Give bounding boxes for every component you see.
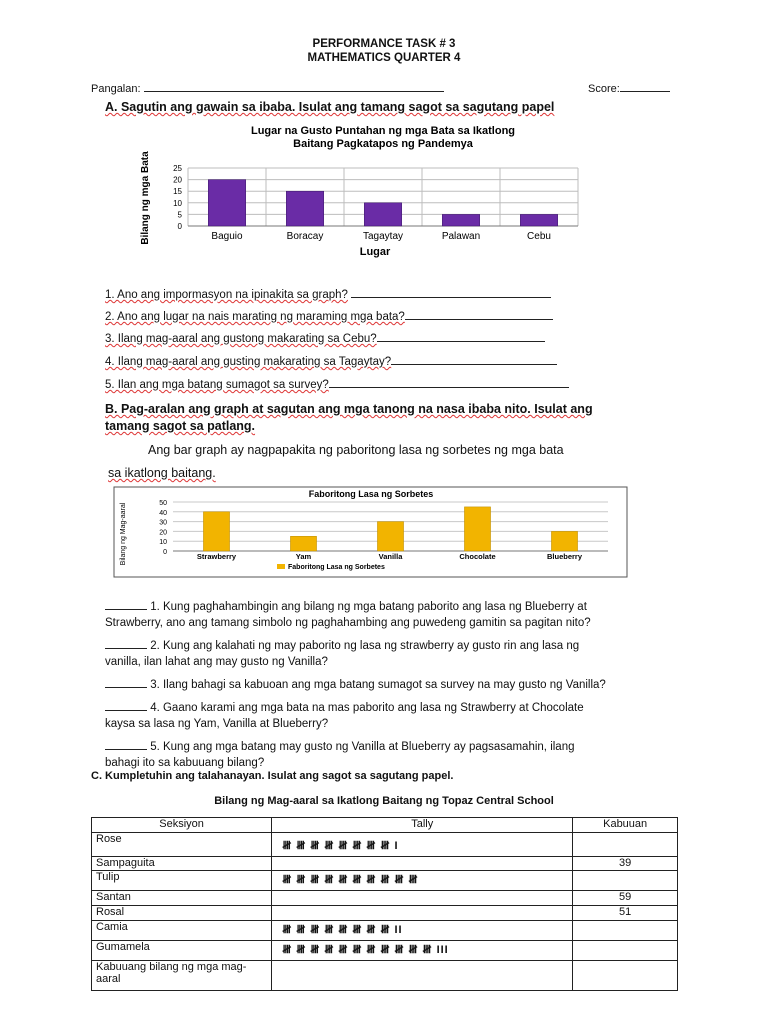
cell-section: Sampaguita — [92, 857, 272, 871]
a-question-2 — [105, 308, 553, 325]
b-question-3-line1: 3. Ilang bahagi sa kabuoan ang mga batang sumagot sa survey na may gusto ng Vanilla? — [150, 679, 606, 691]
cell-tally: 𝍸 𝍸 𝍸 𝍸 𝍸 𝍸 𝍸 𝍸 I — [272, 833, 573, 857]
chart-x-tick-label: Vanilla — [378, 552, 403, 561]
table-row — [92, 961, 678, 991]
cell-section: Tulip — [92, 871, 272, 891]
cell-total — [573, 921, 678, 941]
score-label: Score: — [588, 83, 620, 95]
name-label: Pangalan: — [91, 83, 141, 95]
chart-x-tick-label: Baguio — [211, 231, 243, 242]
b-answer-blank-4 — [105, 699, 147, 711]
cell-total — [573, 871, 678, 891]
a-answer-blank-3 — [377, 330, 545, 342]
chart-y-tick-label: 10 — [173, 198, 182, 208]
b-question-1-line1: 1. Kung paghahambingin ang bilang ng mga batang paborito ang lasa ng Blueberry at — [150, 601, 587, 613]
a-question-1 — [105, 286, 551, 303]
section-b-intro-line2: sa ikatlong baitang. — [108, 466, 216, 480]
chart-bar-blueberry — [551, 531, 577, 551]
chart-x-tick-label: Strawberry — [196, 552, 237, 561]
table-row — [92, 891, 678, 906]
chart-x-tick-label: Cebu — [527, 231, 551, 242]
b-answer-blank-1 — [105, 598, 147, 610]
chart-y-tick-label: 20 — [173, 175, 182, 185]
b-answer-blank-3 — [105, 676, 147, 688]
b-question-4 — [105, 699, 695, 732]
chart-bar-baguio — [208, 180, 245, 226]
chart-x-tick-label: Tagaytay — [362, 231, 404, 242]
chart-places-bars — [208, 180, 557, 242]
cell-section: Santan — [92, 891, 272, 906]
cell-tally: 𝍸 𝍸 𝍸 𝍸 𝍸 𝍸 𝍸 𝍸 𝍸 𝍸 𝍸 III — [272, 941, 573, 961]
chart-flavors-legend-swatch — [277, 564, 285, 569]
cell-total — [573, 941, 678, 961]
col-header-tally: Tally — [272, 818, 573, 833]
chart-bar-palawan — [442, 214, 479, 226]
chart-places — [130, 118, 600, 258]
score-field — [588, 80, 670, 95]
name-field — [91, 80, 444, 95]
col-header-section: Seksiyon — [92, 818, 272, 833]
b-question-4-line2: kaysa sa lasa ng Yam, Vanilla at Blueberry? — [105, 718, 329, 730]
b-question-1-line2: Strawberry, ano ang tamang simbolo ng paghahambing ang puwedeng gamitin sa pagitan nito? — [105, 617, 591, 629]
tally-table — [91, 817, 678, 991]
a-question-5-text: 5. Ilan ang mga batang sumagot sa survey? — [105, 379, 329, 391]
cell-section: Rose — [92, 833, 272, 857]
table-row — [92, 906, 678, 921]
a-question-3-text: 3. Ilang mag-aaral ang gustong makarating sa Cebu? — [105, 333, 377, 345]
a-answer-blank-4 — [391, 353, 557, 365]
section-a-heading: A. Sagutin ang gawain sa ibaba. Isulat ang tamang sagot sa sagutang papel — [105, 100, 555, 114]
cell-section: Camia — [92, 921, 272, 941]
chart-bar-strawberry — [203, 512, 229, 551]
chart-x-tick-label: Yam — [295, 552, 312, 561]
table-row — [92, 871, 678, 891]
score-blank — [620, 80, 670, 92]
chart-bar-cebu — [520, 214, 557, 226]
a-question-4 — [105, 353, 557, 370]
table-row — [92, 833, 678, 857]
document-subtitle: MATHEMATICS QUARTER 4 — [307, 52, 461, 64]
cell-tally: 𝍸 𝍸 𝍸 𝍸 𝍸 𝍸 𝍸 𝍸 II — [272, 921, 573, 941]
b-question-5-line2: bahagi ito sa kabuuang bilang? — [105, 757, 265, 769]
cell-tally — [272, 857, 573, 871]
chart-y-tick-label: 20 — [159, 529, 167, 537]
chart-bar-tagaytay — [364, 203, 401, 226]
table-row — [92, 921, 678, 941]
b-question-4-line1: 4. Gaano karami ang mga bata na mas paborito ang lasa ng Strawberry at Chocolate — [150, 702, 584, 714]
chart-places-xlabel: Lugar — [359, 246, 391, 258]
cell-section: Kabuuang bilang ng mga mag-aaral — [92, 961, 272, 991]
chart-y-tick-label: 30 — [159, 519, 167, 527]
section-b-heading-line2: tamang sagot sa patlang. — [105, 419, 256, 433]
chart-bar-boracay — [286, 191, 323, 226]
chart-x-tick-label: Palawan — [441, 231, 481, 242]
chart-flavors-legend: Faboritong Lasa ng Sorbetes — [288, 564, 385, 571]
chart-bar-chocolate — [464, 507, 490, 551]
a-question-5 — [105, 376, 569, 393]
chart-x-tick-label: Chocolate — [459, 552, 496, 561]
name-blank — [144, 80, 444, 92]
chart-y-tick-label: 5 — [177, 210, 182, 220]
cell-total: 51 — [573, 906, 678, 921]
a-question-2-text: 2. Ano ang lugar na nais marating ng maraming mga bata? — [105, 311, 405, 323]
cell-tally — [272, 961, 573, 991]
table-header-row — [92, 818, 678, 833]
chart-bar-vanilla — [377, 522, 403, 551]
b-question-2 — [105, 637, 695, 670]
chart-flavors — [113, 486, 628, 578]
table-title: Bilang ng Mag-aaral sa Ikatlong Baitang ng Topaz Central School — [214, 795, 554, 807]
a-question-4-text: 4. Ilang mag-aaral ang gusting makarating sa Tagaytay? — [105, 356, 392, 368]
chart-y-tick-label: 10 — [159, 539, 167, 547]
chart-places-title-line1: Lugar na Gusto Puntahan ng mga Bata sa Ikatlong — [250, 125, 516, 137]
cell-section: Rosal — [92, 906, 272, 921]
chart-x-tick-label: Boracay — [286, 231, 324, 242]
table-row — [92, 941, 678, 961]
chart-y-tick-label: 50 — [159, 500, 167, 507]
b-question-2-line2: vanilla, ilan lahat ang may gusto ng Vanilla? — [105, 656, 328, 668]
chart-places-title-line2: Baitang Pagkatapos ng Pandemya — [293, 138, 473, 150]
a-answer-blank-5 — [329, 376, 569, 388]
table-row — [92, 857, 678, 871]
a-question-3 — [105, 330, 545, 347]
b-answer-blank-5 — [105, 738, 147, 750]
b-question-5 — [105, 738, 695, 771]
document-title: PERFORMANCE TASK # 3 — [312, 38, 456, 50]
chart-y-tick-label: 0 — [163, 549, 167, 556]
a-answer-blank-2 — [405, 308, 553, 320]
cell-section: Gumamela — [92, 941, 272, 961]
a-answer-blank-1 — [351, 286, 551, 298]
b-question-3 — [105, 676, 695, 693]
b-question-2-line1: 2. Kung ang kalahati ng may paborito ng lasa ng strawberry ay gusto rin ang lasa ng — [150, 640, 580, 652]
section-c-heading: C. Kumpletuhin ang talahanayan. Isulat ang sagot sa sagutang papel. — [91, 770, 454, 782]
cell-total — [573, 833, 678, 857]
section-b-heading-line1: B. Pag-aralan ang graph at sagutan ang mga tanong na nasa ibaba nito. Isulat ang — [105, 402, 593, 416]
chart-y-tick-label: 25 — [173, 164, 182, 173]
chart-flavors-ylabel: Bilang ng Mag-aaral — [120, 502, 127, 566]
section-b-intro-line1: Ang bar graph ay nagpapakita ng paboritong lasa ng sorbetes ng mga bata — [148, 443, 564, 457]
cell-total — [573, 961, 678, 991]
chart-x-tick-label: Blueberry — [546, 552, 583, 561]
cell-total: 39 — [573, 857, 678, 871]
b-question-1 — [105, 598, 695, 631]
col-header-total: Kabuuan — [573, 818, 678, 833]
chart-bar-yam — [290, 536, 316, 551]
chart-y-tick-label: 0 — [177, 222, 182, 231]
b-answer-blank-2 — [105, 637, 147, 649]
a-question-1-text: 1. Ano ang impormasyon na ipinakita sa graph? — [105, 289, 348, 301]
chart-y-tick-label: 40 — [159, 509, 167, 517]
chart-flavors-bars — [197, 507, 583, 561]
cell-tally: 𝍸 𝍸 𝍸 𝍸 𝍸 𝍸 𝍸 𝍸 𝍸 𝍸 — [272, 871, 573, 891]
chart-places-ylabel: Bilang ng mga Bata — [140, 151, 151, 245]
cell-total: 59 — [573, 891, 678, 906]
chart-flavors-title: Faboritong Lasa ng Sorbetes — [308, 489, 434, 499]
b-question-5-line1: 5. Kung ang mga batang may gusto ng Vanilla at Blueberry ay pagsasamahin, ilang — [150, 741, 575, 753]
cell-tally — [272, 906, 573, 921]
chart-y-tick-label: 15 — [173, 187, 182, 197]
cell-tally — [272, 891, 573, 906]
